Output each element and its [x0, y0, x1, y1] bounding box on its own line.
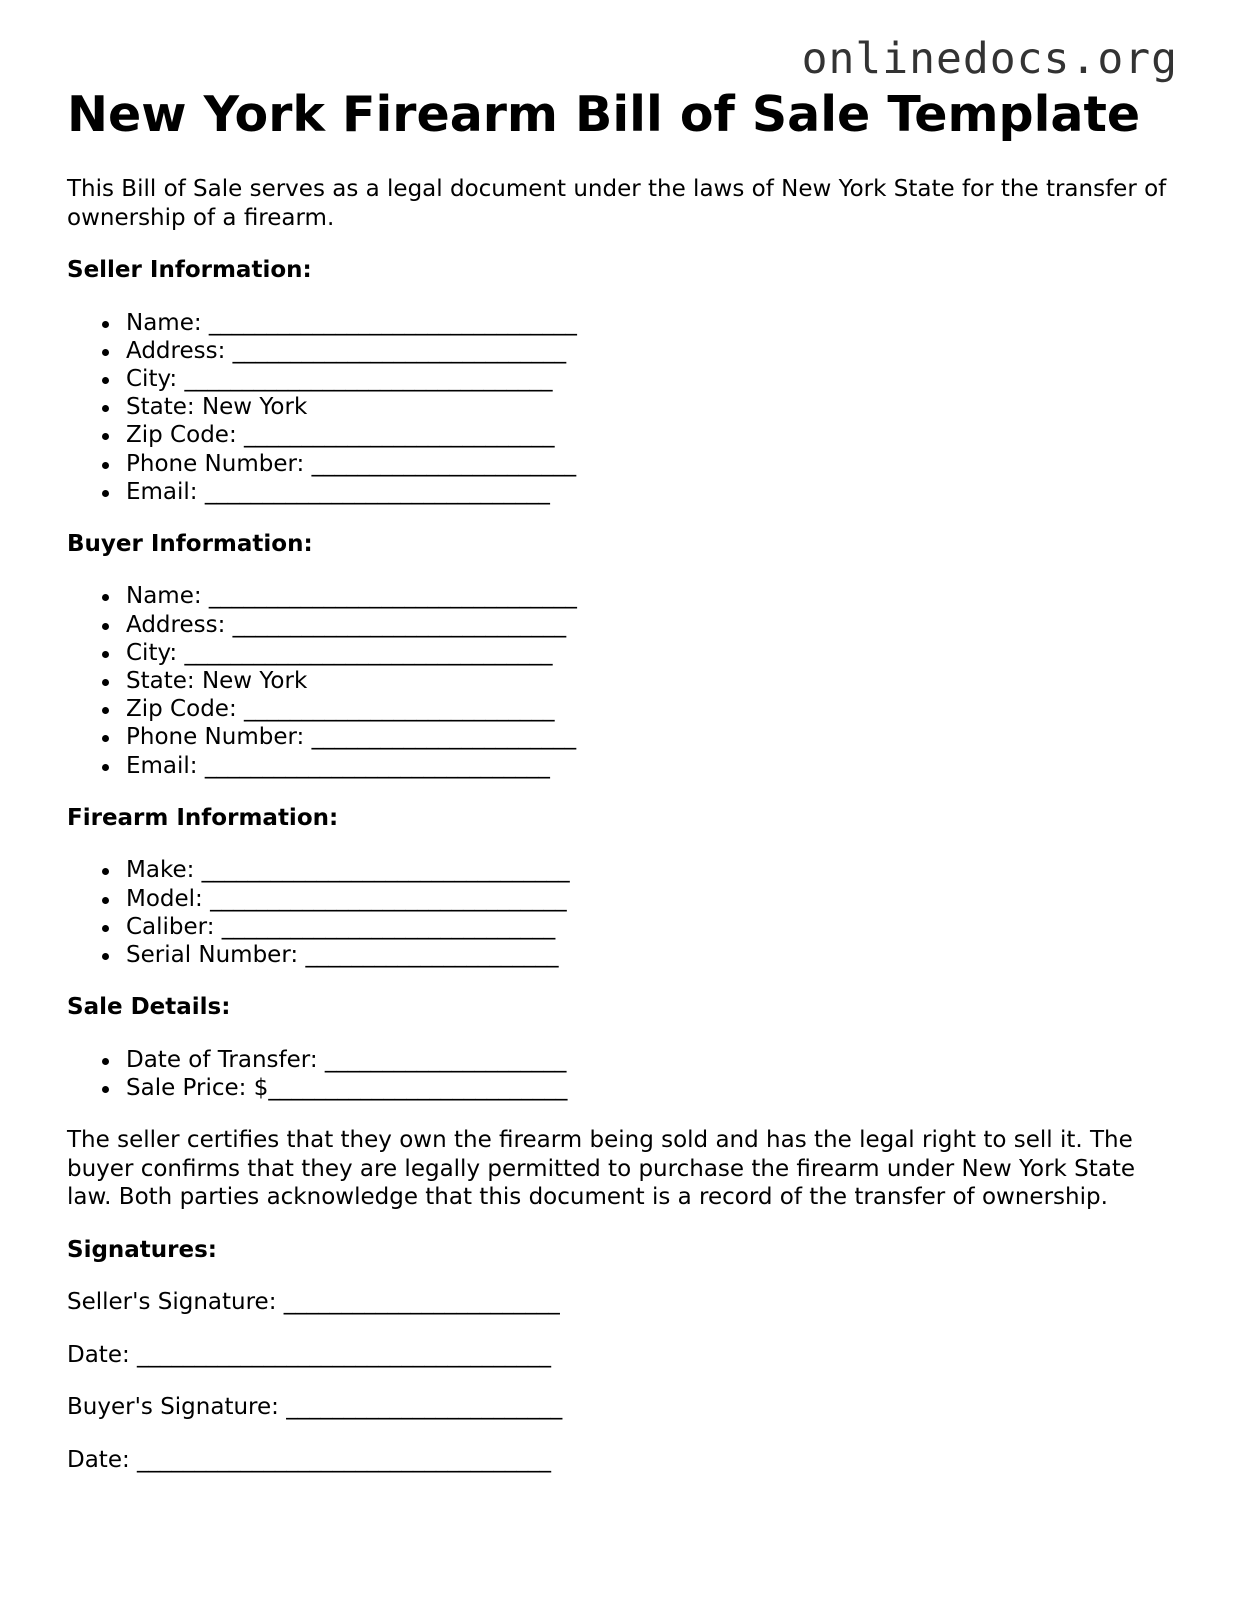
sale-date-field: Date of Transfer: _____________________: [126, 1046, 1177, 1074]
sale-field-list: [67, 1046, 1177, 1102]
seller-signature-line: Seller's Signature: ________________________: [67, 1289, 560, 1316]
seller-email-field: Email: ______________________________: [126, 478, 1177, 506]
signatures-heading: Signatures:: [67, 1236, 218, 1263]
document-body: [67, 86, 1177, 1474]
firearm-serial-field: Serial Number: ______________________: [126, 941, 1177, 969]
buyer-signature-line: Buyer's Signature: ________________________: [67, 1394, 563, 1421]
firearm-section-heading: Firearm Information:: [67, 804, 339, 831]
firearm-model-field: Model: _______________________________: [126, 885, 1177, 913]
watermark: onlinedocs.org: [801, 34, 1178, 84]
firearm-make-field: Make: ________________________________: [126, 856, 1177, 884]
seller-name-field: Name: ________________________________: [126, 309, 1177, 337]
buyer-zip-field: Zip Code: ___________________________: [126, 695, 1177, 723]
buyer-state-field: State: New York: [126, 667, 1177, 695]
seller-phone-field: Phone Number: _______________________: [126, 450, 1177, 478]
firearm-caliber-field: Caliber: _____________________________: [126, 913, 1177, 941]
buyer-field-list: [67, 582, 1177, 779]
buyer-date-line: Date: ____________________________________: [67, 1446, 552, 1473]
document-title: New York Firearm Bill of Sale Template: [67, 86, 1141, 143]
seller-city-field: City: ________________________________: [126, 365, 1177, 393]
buyer-city-field: City: ________________________________: [126, 639, 1177, 667]
seller-zip-field: Zip Code: ___________________________: [126, 421, 1177, 449]
firearm-field-list: [67, 856, 1177, 969]
buyer-phone-field: Phone Number: _______________________: [126, 723, 1177, 751]
seller-date-line: Date: ____________________________________: [67, 1341, 552, 1368]
sale-section-heading: Sale Details:: [67, 994, 231, 1021]
buyer-section-heading: Buyer Information:: [67, 530, 313, 557]
seller-field-list: [67, 309, 1177, 506]
seller-state-field: State: New York: [126, 393, 1177, 421]
sale-price-field: Sale Price: $__________________________: [126, 1074, 1177, 1102]
buyer-email-field: Email: ______________________________: [126, 752, 1177, 780]
intro-paragraph: This Bill of Sale serves as a legal document under the laws of New York State for the transfer of ownership of a firearm.: [67, 176, 1167, 231]
buyer-name-field: Name: ________________________________: [126, 582, 1177, 610]
certification-paragraph: The seller certifies that they own the firearm being sold and has the legal right to sell it. The buyer confirms that they are legally permitted to purchase the firearm under New York State law. Both parties acknowledge that this document is a record of the transfer of ownership.: [67, 1127, 1136, 1211]
seller-section-heading: Seller Information:: [67, 257, 312, 283]
seller-address-field: Address: _____________________________: [126, 337, 1177, 365]
buyer-address-field: Address: _____________________________: [126, 611, 1177, 639]
